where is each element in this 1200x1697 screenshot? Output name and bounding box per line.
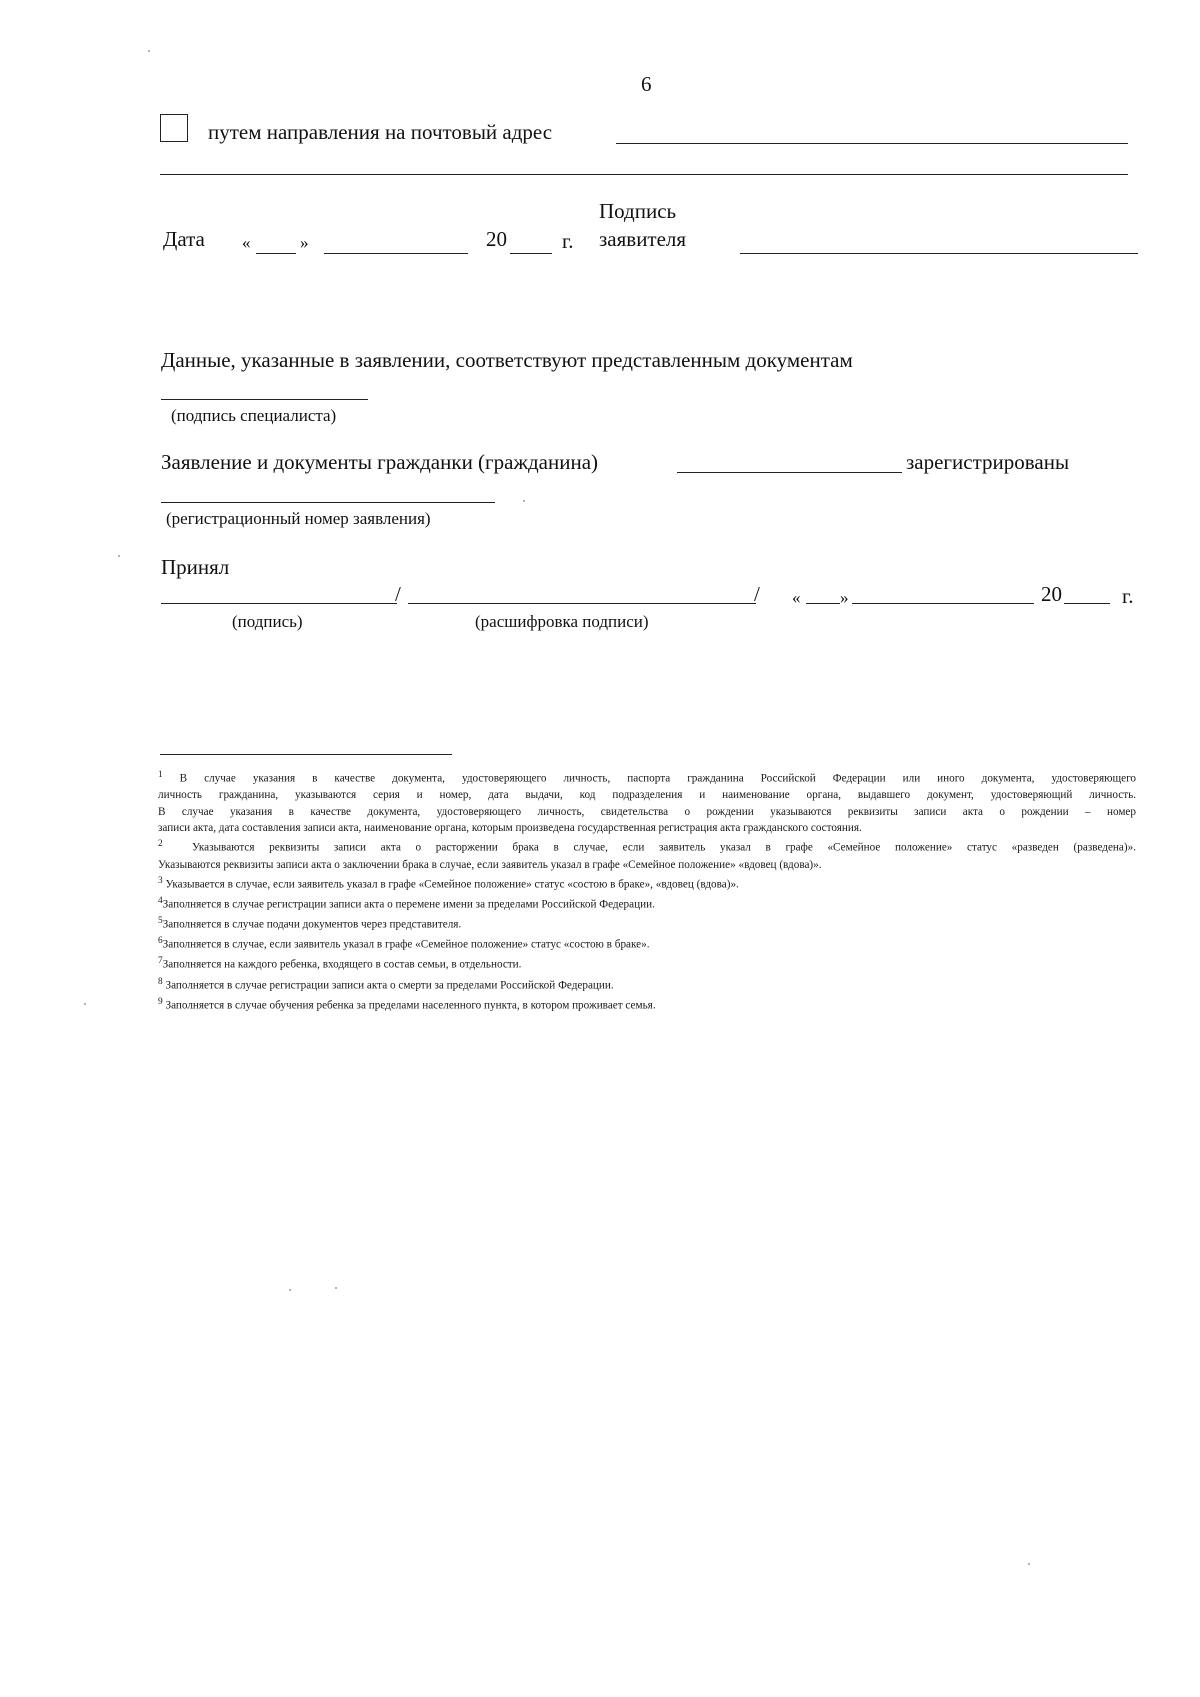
verification-text: Данные, указанные в заявлении, соответствуют представленным документам	[161, 348, 853, 372]
footnote-4	[158, 893, 1136, 913]
footnote-4-marker: 4	[158, 896, 163, 907]
scan-speck	[523, 500, 525, 502]
accepted-day-line[interactable]	[806, 603, 840, 604]
footnote-text: Указывается в случае, если заявитель указал в графе «Семейное положение» статус «состою в браке», «вдовец (вдова)».	[162, 878, 739, 891]
date-label: Дата	[163, 227, 205, 251]
footnote-text: Заполняется в случае регистрации записи акта о смерти за пределами Российской Федерации.	[162, 979, 614, 992]
postal-address-checkbox[interactable]	[160, 114, 188, 142]
date-day-line[interactable]	[256, 253, 296, 254]
footnote-text: Заполняется в случае подачи документов через представителя.	[162, 918, 462, 931]
footnote-5-marker: 5	[158, 916, 163, 927]
date-year-suffix: г.	[562, 229, 574, 253]
accepted-decoding-line[interactable]	[408, 603, 756, 604]
accepted-slash-2: /	[754, 582, 760, 606]
footnote-7	[158, 953, 1136, 973]
footnote-6-marker: 6	[158, 936, 163, 947]
registered-text: зарегистрированы	[906, 450, 1070, 474]
footnote-text: В случае указания в качестве документа, удостоверяющего личность, паспорта гражданина Российской Федерации или иного документа, удостоверяющего	[179, 772, 1136, 785]
scan-speck	[289, 1289, 291, 1291]
footnote-8	[158, 974, 1136, 994]
footnote-1-line-4: записи акта, дата составления записи акта, наименование органа, которым произведена государственная регистрация акта гражданского состояния.	[158, 821, 862, 834]
accepted-quote-open: «	[792, 588, 801, 607]
footnote-text: Заполняется на каждого ребенка, входящего в состав семьи, в отдельности.	[162, 959, 522, 972]
footnote-separator	[160, 754, 452, 755]
date-year-line[interactable]	[510, 253, 552, 254]
footnote-2-line-1	[158, 836, 1136, 856]
date-quote-open: «	[242, 233, 251, 252]
accepted-signature-caption: (подпись)	[232, 612, 303, 631]
scan-speck	[335, 1287, 337, 1289]
footnote-1-line-2: личность гражданина, указываются серия и номер, дата выдачи, код подразделения и наименование органа, выдавшего документ, удостоверяющий личность.	[158, 789, 1136, 802]
accepted-month-line[interactable]	[852, 603, 1034, 604]
footnote-text: Заполняется в случае, если заявитель указал в графе «Семейное положение» статус «состою в браке».	[162, 939, 650, 952]
accepted-decoding-caption: (расшифровка подписи)	[475, 612, 649, 631]
accepted-label: Принял	[161, 555, 230, 579]
accepted-quote-close: »	[840, 588, 849, 607]
date-month-line[interactable]	[324, 253, 468, 254]
footnote-9-marker: 9	[158, 996, 163, 1007]
accepted-year-suffix: г.	[1122, 584, 1134, 608]
accepted-slash-1: /	[395, 582, 401, 606]
footnote-1-line-3: В случае указания в качестве документа, удостоверяющего личность, свидетельства о рождении указываются реквизиты записи акта о рождении – номер	[158, 805, 1136, 818]
footnote-8-marker: 8	[158, 976, 163, 987]
accepted-year-prefix: 20	[1041, 582, 1062, 606]
footnote-1-marker: 1	[158, 770, 163, 780]
scan-speck	[1028, 1563, 1030, 1565]
signature-label-line2: заявителя	[599, 227, 687, 251]
footnote-text: Указываются реквизиты записи акта о расторжении брака в случае, если заявитель указал в графе «Семейное положение» статус «разведен (разведена)».	[162, 842, 1136, 855]
footnotes	[158, 767, 1136, 1014]
scan-speck	[148, 50, 150, 52]
accepted-year-line[interactable]	[1064, 603, 1110, 604]
scan-speck	[84, 1003, 86, 1005]
date-year-prefix: 20	[486, 227, 507, 251]
registration-text: Заявление и документы гражданки (гражданина)	[161, 450, 599, 474]
postal-address-line[interactable]	[616, 143, 1128, 144]
specialist-signature-caption: (подпись специалиста)	[171, 406, 337, 425]
footnote-2-marker: 2	[158, 839, 163, 850]
signature-label-line1: Подпись	[599, 199, 677, 223]
footnote-text: Заполняется в случае регистрации записи акта о перемене имени за пределами Российской Федерации.	[162, 898, 655, 911]
footnote-9	[158, 994, 1136, 1014]
postal-address-label: путем направления на почтовый адрес	[208, 120, 553, 144]
footnote-3-marker: 3	[158, 875, 163, 886]
date-quote-close: »	[300, 233, 309, 252]
footnote-6	[158, 933, 1136, 953]
footnote-1-line-1	[158, 767, 1136, 787]
applicant-signature-line[interactable]	[740, 253, 1138, 254]
registration-number-line[interactable]	[161, 502, 495, 503]
footnote-2-line-2: Указываются реквизиты записи акта о заключении брака в случае, если заявитель указал в графе «Семейное положение» «вдовец (вдова)».	[158, 858, 822, 871]
footnote-text: Заполняется в случае обучения ребенка за пределами населенного пункта, в котором проживает семья.	[162, 999, 656, 1012]
scan-speck	[118, 555, 120, 557]
specialist-signature-line[interactable]	[161, 399, 368, 400]
footnote-5	[158, 913, 1136, 933]
footnote-7-marker: 7	[158, 956, 163, 967]
registration-number-caption: (регистрационный номер заявления)	[166, 509, 431, 528]
page-number: 6	[641, 72, 652, 96]
footnote-3	[158, 873, 1136, 893]
accepted-signature-line[interactable]	[161, 603, 397, 604]
postal-address-line-2[interactable]	[160, 174, 1128, 175]
registration-name-line[interactable]	[677, 472, 902, 473]
